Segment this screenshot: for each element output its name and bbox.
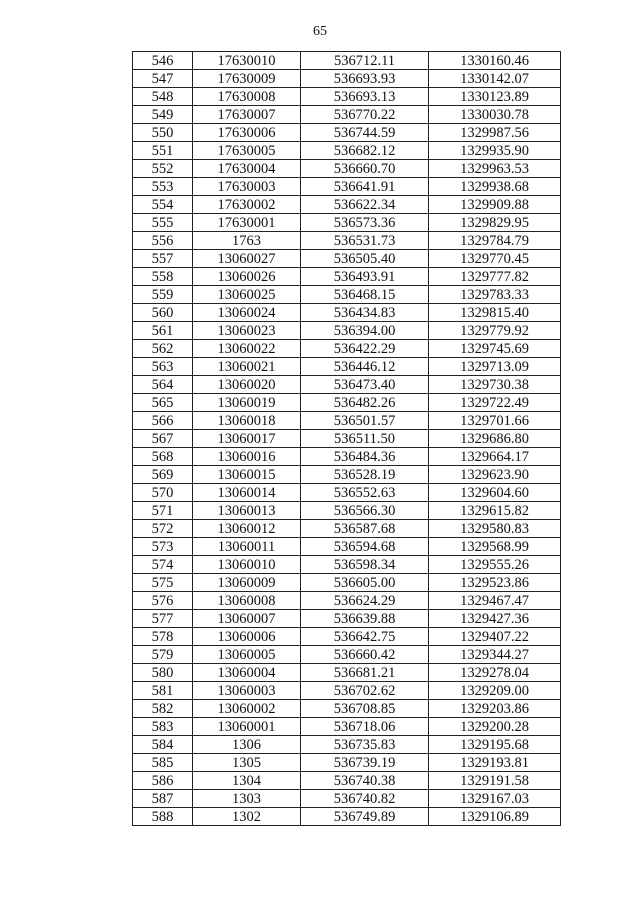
point-id-cell: 13060021 <box>193 358 301 376</box>
x-coordinate-cell: 536718.06 <box>301 718 429 736</box>
table-row <box>133 304 561 322</box>
table-row <box>133 700 561 718</box>
row-index-cell: 546 <box>133 52 193 70</box>
y-coordinate-cell: 1329191.58 <box>429 772 561 790</box>
row-index-cell: 554 <box>133 196 193 214</box>
row-index-cell: 584 <box>133 736 193 754</box>
y-coordinate-cell: 1329745.69 <box>429 340 561 358</box>
point-id-cell: 13060001 <box>193 718 301 736</box>
point-id-cell: 17630005 <box>193 142 301 160</box>
x-coordinate-cell: 536598.34 <box>301 556 429 574</box>
point-id-cell: 13060015 <box>193 466 301 484</box>
x-coordinate-cell: 536735.83 <box>301 736 429 754</box>
point-id-cell: 13060008 <box>193 592 301 610</box>
table-row <box>133 430 561 448</box>
x-coordinate-cell: 536468.15 <box>301 286 429 304</box>
y-coordinate-cell: 1329909.88 <box>429 196 561 214</box>
point-id-cell: 1304 <box>193 772 301 790</box>
table-row <box>133 340 561 358</box>
y-coordinate-cell: 1329203.86 <box>429 700 561 718</box>
y-coordinate-cell: 1329523.86 <box>429 574 561 592</box>
y-coordinate-cell: 1329467.47 <box>429 592 561 610</box>
table-row <box>133 574 561 592</box>
x-coordinate-cell: 536712.11 <box>301 52 429 70</box>
row-index-cell: 549 <box>133 106 193 124</box>
table-body <box>133 52 561 826</box>
point-id-cell: 13060026 <box>193 268 301 286</box>
table-row <box>133 664 561 682</box>
y-coordinate-cell: 1329568.99 <box>429 538 561 556</box>
point-id-cell: 13060006 <box>193 628 301 646</box>
table-row <box>133 556 561 574</box>
page-number: 65 <box>313 24 327 39</box>
x-coordinate-cell: 536660.42 <box>301 646 429 664</box>
y-coordinate-cell: 1329209.00 <box>429 682 561 700</box>
x-coordinate-cell: 536493.91 <box>301 268 429 286</box>
table-row <box>133 754 561 772</box>
point-id-cell: 13060023 <box>193 322 301 340</box>
table-row <box>133 124 561 142</box>
point-id-cell: 13060005 <box>193 646 301 664</box>
row-index-cell: 567 <box>133 430 193 448</box>
y-coordinate-cell: 1329664.17 <box>429 448 561 466</box>
y-coordinate-cell: 1329106.89 <box>429 808 561 826</box>
point-id-cell: 13060027 <box>193 250 301 268</box>
coordinates-table <box>132 51 561 826</box>
table-row <box>133 484 561 502</box>
x-coordinate-cell: 536511.50 <box>301 430 429 448</box>
x-coordinate-cell: 536622.34 <box>301 196 429 214</box>
y-coordinate-cell: 1329193.81 <box>429 754 561 772</box>
point-id-cell: 1305 <box>193 754 301 772</box>
point-id-cell: 13060025 <box>193 286 301 304</box>
y-coordinate-cell: 1329777.82 <box>429 268 561 286</box>
y-coordinate-cell: 1329722.49 <box>429 394 561 412</box>
row-index-cell: 557 <box>133 250 193 268</box>
row-index-cell: 585 <box>133 754 193 772</box>
row-index-cell: 575 <box>133 574 193 592</box>
table-row <box>133 412 561 430</box>
y-coordinate-cell: 1329730.38 <box>429 376 561 394</box>
row-index-cell: 579 <box>133 646 193 664</box>
row-index-cell: 555 <box>133 214 193 232</box>
x-coordinate-cell: 536573.36 <box>301 214 429 232</box>
row-index-cell: 574 <box>133 556 193 574</box>
x-coordinate-cell: 536473.40 <box>301 376 429 394</box>
point-id-cell: 13060018 <box>193 412 301 430</box>
point-id-cell: 13060004 <box>193 664 301 682</box>
table-row <box>133 592 561 610</box>
y-coordinate-cell: 1330142.07 <box>429 70 561 88</box>
y-coordinate-cell: 1329167.03 <box>429 790 561 808</box>
point-id-cell: 17630008 <box>193 88 301 106</box>
x-coordinate-cell: 536482.26 <box>301 394 429 412</box>
x-coordinate-cell: 536740.82 <box>301 790 429 808</box>
table-row <box>133 70 561 88</box>
row-index-cell: 582 <box>133 700 193 718</box>
point-id-cell: 13060012 <box>193 520 301 538</box>
row-index-cell: 566 <box>133 412 193 430</box>
y-coordinate-cell: 1329713.09 <box>429 358 561 376</box>
y-coordinate-cell: 1329604.60 <box>429 484 561 502</box>
row-index-cell: 550 <box>133 124 193 142</box>
point-id-cell: 17630010 <box>193 52 301 70</box>
x-coordinate-cell: 536528.19 <box>301 466 429 484</box>
table-row <box>133 520 561 538</box>
point-id-cell: 17630009 <box>193 70 301 88</box>
y-coordinate-cell: 1329580.83 <box>429 520 561 538</box>
point-id-cell: 13060014 <box>193 484 301 502</box>
point-id-cell: 17630003 <box>193 178 301 196</box>
point-id-cell: 13060019 <box>193 394 301 412</box>
row-index-cell: 572 <box>133 520 193 538</box>
table-row <box>133 250 561 268</box>
point-id-cell: 17630006 <box>193 124 301 142</box>
point-id-cell: 1763 <box>193 232 301 250</box>
point-id-cell: 1306 <box>193 736 301 754</box>
table-row <box>133 214 561 232</box>
y-coordinate-cell: 1329779.92 <box>429 322 561 340</box>
table-row <box>133 736 561 754</box>
table-row <box>133 628 561 646</box>
row-index-cell: 547 <box>133 70 193 88</box>
table-row <box>133 106 561 124</box>
row-index-cell: 564 <box>133 376 193 394</box>
row-index-cell: 568 <box>133 448 193 466</box>
x-coordinate-cell: 536693.13 <box>301 88 429 106</box>
row-index-cell: 569 <box>133 466 193 484</box>
x-coordinate-cell: 536501.57 <box>301 412 429 430</box>
y-coordinate-cell: 1329407.22 <box>429 628 561 646</box>
y-coordinate-cell: 1330123.89 <box>429 88 561 106</box>
y-coordinate-cell: 1329829.95 <box>429 214 561 232</box>
x-coordinate-cell: 536693.93 <box>301 70 429 88</box>
x-coordinate-cell: 536749.89 <box>301 808 429 826</box>
table-row <box>133 808 561 826</box>
row-index-cell: 559 <box>133 286 193 304</box>
table-row <box>133 790 561 808</box>
x-coordinate-cell: 536531.73 <box>301 232 429 250</box>
row-index-cell: 577 <box>133 610 193 628</box>
point-id-cell: 13060017 <box>193 430 301 448</box>
point-id-cell: 13060009 <box>193 574 301 592</box>
table-row <box>133 358 561 376</box>
point-id-cell: 17630004 <box>193 160 301 178</box>
y-coordinate-cell: 1329783.33 <box>429 286 561 304</box>
x-coordinate-cell: 536681.21 <box>301 664 429 682</box>
y-coordinate-cell: 1329935.90 <box>429 142 561 160</box>
point-id-cell: 13060020 <box>193 376 301 394</box>
row-index-cell: 560 <box>133 304 193 322</box>
x-coordinate-cell: 536641.91 <box>301 178 429 196</box>
row-index-cell: 587 <box>133 790 193 808</box>
x-coordinate-cell: 536552.63 <box>301 484 429 502</box>
y-coordinate-cell: 1329555.26 <box>429 556 561 574</box>
y-coordinate-cell: 1329701.66 <box>429 412 561 430</box>
point-id-cell: 13060022 <box>193 340 301 358</box>
row-index-cell: 586 <box>133 772 193 790</box>
x-coordinate-cell: 536744.59 <box>301 124 429 142</box>
table-row <box>133 196 561 214</box>
y-coordinate-cell: 1329938.68 <box>429 178 561 196</box>
x-coordinate-cell: 536660.70 <box>301 160 429 178</box>
point-id-cell: 13060016 <box>193 448 301 466</box>
row-index-cell: 581 <box>133 682 193 700</box>
table-row <box>133 682 561 700</box>
table-row <box>133 610 561 628</box>
y-coordinate-cell: 1329815.40 <box>429 304 561 322</box>
y-coordinate-cell: 1329963.53 <box>429 160 561 178</box>
x-coordinate-cell: 536422.29 <box>301 340 429 358</box>
row-index-cell: 578 <box>133 628 193 646</box>
x-coordinate-cell: 536505.40 <box>301 250 429 268</box>
table-row <box>133 322 561 340</box>
table-row <box>133 52 561 70</box>
row-index-cell: 588 <box>133 808 193 826</box>
x-coordinate-cell: 536605.00 <box>301 574 429 592</box>
row-index-cell: 556 <box>133 232 193 250</box>
y-coordinate-cell: 1329686.80 <box>429 430 561 448</box>
point-id-cell: 13060010 <box>193 556 301 574</box>
table-row <box>133 448 561 466</box>
y-coordinate-cell: 1329344.27 <box>429 646 561 664</box>
y-coordinate-cell: 1329195.68 <box>429 736 561 754</box>
table-row <box>133 232 561 250</box>
point-id-cell: 13060013 <box>193 502 301 520</box>
table-row <box>133 772 561 790</box>
x-coordinate-cell: 536446.12 <box>301 358 429 376</box>
x-coordinate-cell: 536708.85 <box>301 700 429 718</box>
point-id-cell: 13060003 <box>193 682 301 700</box>
x-coordinate-cell: 536587.68 <box>301 520 429 538</box>
y-coordinate-cell: 1329200.28 <box>429 718 561 736</box>
x-coordinate-cell: 536639.88 <box>301 610 429 628</box>
row-index-cell: 583 <box>133 718 193 736</box>
x-coordinate-cell: 536624.29 <box>301 592 429 610</box>
y-coordinate-cell: 1329278.04 <box>429 664 561 682</box>
row-index-cell: 551 <box>133 142 193 160</box>
x-coordinate-cell: 536394.00 <box>301 322 429 340</box>
x-coordinate-cell: 536739.19 <box>301 754 429 772</box>
y-coordinate-cell: 1329615.82 <box>429 502 561 520</box>
x-coordinate-cell: 536594.68 <box>301 538 429 556</box>
point-id-cell: 13060007 <box>193 610 301 628</box>
x-coordinate-cell: 536484.36 <box>301 448 429 466</box>
point-id-cell: 17630002 <box>193 196 301 214</box>
x-coordinate-cell: 536434.83 <box>301 304 429 322</box>
x-coordinate-cell: 536702.62 <box>301 682 429 700</box>
row-index-cell: 573 <box>133 538 193 556</box>
y-coordinate-cell: 1329784.79 <box>429 232 561 250</box>
row-index-cell: 580 <box>133 664 193 682</box>
y-coordinate-cell: 1329770.45 <box>429 250 561 268</box>
row-index-cell: 570 <box>133 484 193 502</box>
x-coordinate-cell: 536740.38 <box>301 772 429 790</box>
point-id-cell: 13060011 <box>193 538 301 556</box>
point-id-cell: 17630007 <box>193 106 301 124</box>
row-index-cell: 561 <box>133 322 193 340</box>
row-index-cell: 562 <box>133 340 193 358</box>
x-coordinate-cell: 536682.12 <box>301 142 429 160</box>
row-index-cell: 548 <box>133 88 193 106</box>
point-id-cell: 13060002 <box>193 700 301 718</box>
y-coordinate-cell: 1330030.78 <box>429 106 561 124</box>
y-coordinate-cell: 1329987.56 <box>429 124 561 142</box>
table-row <box>133 466 561 484</box>
table-row <box>133 718 561 736</box>
row-index-cell: 576 <box>133 592 193 610</box>
point-id-cell: 1302 <box>193 808 301 826</box>
point-id-cell: 1303 <box>193 790 301 808</box>
row-index-cell: 563 <box>133 358 193 376</box>
y-coordinate-cell: 1329623.90 <box>429 466 561 484</box>
x-coordinate-cell: 536642.75 <box>301 628 429 646</box>
table-row <box>133 646 561 664</box>
table-row <box>133 160 561 178</box>
table-row <box>133 538 561 556</box>
table-row <box>133 142 561 160</box>
table-row <box>133 88 561 106</box>
table-row <box>133 178 561 196</box>
y-coordinate-cell: 1330160.46 <box>429 52 561 70</box>
row-index-cell: 552 <box>133 160 193 178</box>
x-coordinate-cell: 536770.22 <box>301 106 429 124</box>
table-row <box>133 286 561 304</box>
table-row <box>133 502 561 520</box>
row-index-cell: 571 <box>133 502 193 520</box>
table-row <box>133 376 561 394</box>
table-row <box>133 268 561 286</box>
row-index-cell: 565 <box>133 394 193 412</box>
table-row <box>133 394 561 412</box>
point-id-cell: 13060024 <box>193 304 301 322</box>
row-index-cell: 558 <box>133 268 193 286</box>
y-coordinate-cell: 1329427.36 <box>429 610 561 628</box>
x-coordinate-cell: 536566.30 <box>301 502 429 520</box>
point-id-cell: 17630001 <box>193 214 301 232</box>
row-index-cell: 553 <box>133 178 193 196</box>
